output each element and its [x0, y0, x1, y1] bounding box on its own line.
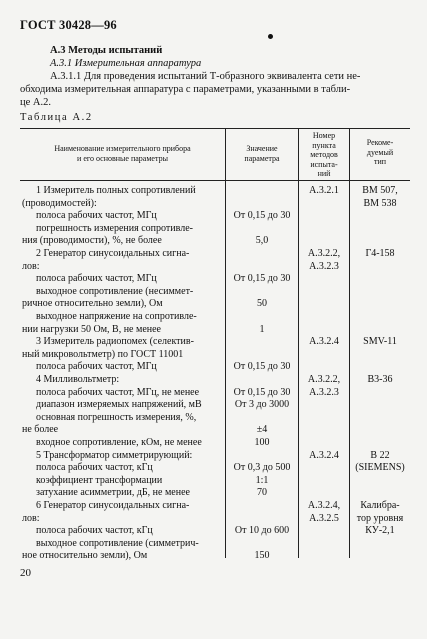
cell-parameter-name: 1 Измеритель полных сопротивлений [36, 185, 196, 196]
cell-test-clause: А.3.2.5 [309, 512, 339, 524]
cell-parameter-value: ±4 [256, 424, 268, 436]
cell-parameter-value: 70 [257, 487, 267, 499]
cell-parameter-name: 5 Трансформатор симметрирующий: [36, 449, 193, 461]
cell-recommended-type: В 22 [370, 449, 390, 461]
cell-parameter-name: (проводимостей): [22, 197, 97, 209]
cell-parameter-name: ричное относительно земли), Ом [22, 298, 163, 310]
cell-recommended-type: SMV-11 [363, 336, 397, 348]
cell-test-clause: А.3.2.3 [309, 386, 339, 398]
cell-recommended-type: КУ-2,1 [365, 525, 395, 537]
cell-recommended-type: В3-36 [367, 374, 393, 385]
cell-parameter-name: не более [22, 424, 59, 436]
cell-test-clause: А.3.2.4 [309, 449, 339, 461]
cell-parameter-name: полоса рабочих частот, кГц [36, 525, 153, 537]
cell-parameter-value: От 10 до 600 [234, 525, 290, 537]
paragraph-line-1: А.3.1.1 Для проведения испытаний Т-образного эквивалента сети не- [50, 71, 361, 82]
cell-parameter-name: 4 Милливольтметр: [36, 374, 120, 385]
header-col-value: Значение параметра [244, 144, 280, 163]
cell-parameter-name: входное сопротивление, кОм, не менее [36, 437, 202, 448]
page-header: ГОСТ 30428—96 [20, 18, 117, 32]
cell-parameter-name: 2 Генератор синусоидальных сигна- [36, 248, 190, 259]
table-caption: Таблица А.2 [20, 112, 93, 123]
cell-parameter-name: лов: [22, 260, 40, 272]
cell-parameter-value: 1 [259, 323, 265, 335]
cell-recommended-type: ВМ 538 [363, 197, 397, 209]
paragraph-line-3: це А.2. [20, 97, 51, 108]
cell-parameter-value: От 0,15 до 30 [233, 210, 291, 222]
cell-parameter-name: полоса рабочих частот, МГц, не менее [36, 386, 200, 398]
paragraph-line-2: обходима измерительная аппаратура с параметрами, указанными в табли- [20, 84, 351, 95]
page-mark [268, 34, 273, 39]
cell-parameter-value: От 0,3 до 500 [233, 462, 291, 474]
cell-test-clause: А.3.2.2, [307, 248, 341, 259]
cell-recommended-type: ВМ 507, [362, 185, 398, 196]
cell-parameter-value: 5,0 [255, 235, 269, 247]
cell-parameter-name: выходное сопротивление (симметрич- [36, 537, 199, 549]
cell-parameter-name: ное относительно земли), Ом [22, 550, 148, 562]
cell-test-clause: А.3.2.4 [309, 336, 339, 348]
header-col-clause: Номер пункта методов испыта- ний [310, 131, 338, 178]
cell-parameter-value: 50 [257, 298, 267, 310]
subsection-title: А.3.1 Измерительная аппаратура [50, 58, 202, 69]
cell-parameter-name: выходное напряжение на сопротивле- [36, 311, 197, 322]
cell-parameter-name: полоса рабочих частот, кГц [36, 462, 153, 474]
cell-parameter-name: коэффициент трансформации [36, 474, 163, 486]
cell-parameter-value: 100 [254, 437, 270, 448]
cell-parameter-name: погрешность измерения сопротивле- [36, 222, 193, 234]
cell-parameter-value: От 0,15 до 30 [233, 386, 291, 398]
cell-parameter-value: 1:1 [255, 474, 269, 486]
cell-parameter-name: затухание асимметрии, дБ, не менее [36, 487, 190, 499]
cell-parameter-name: полоса рабочих частот, МГц [36, 361, 157, 373]
cell-parameter-name: нии нагрузки 50 Ом, В, не менее [22, 323, 161, 335]
cell-parameter-value: 150 [254, 550, 270, 562]
cell-parameter-name: ния (проводимости), %, не более [22, 235, 162, 247]
table-header-rule [20, 180, 410, 181]
cell-parameter-value: От 3 до 3000 [234, 399, 290, 411]
cell-recommended-type: Г4-158 [365, 248, 395, 259]
cell-test-clause: А.3.2.4, [307, 500, 341, 511]
cell-recommended-type: тор уровня [356, 512, 404, 524]
cell-test-clause: А.3.2.2, [307, 374, 341, 385]
cell-parameter-name: 3 Измеритель радиопомех (селектив- [36, 336, 194, 348]
table-top-rule [20, 128, 410, 129]
cell-test-clause: А.3.2.3 [309, 260, 339, 272]
cell-parameter-name: выходное сопротивление (несиммет- [36, 285, 194, 297]
cell-recommended-type: (SIEMENS) [355, 462, 405, 474]
cell-parameter-name: основная погрешность измерения, %, [36, 411, 197, 423]
cell-parameter-name: диапазон измеряемых напряжений, мВ [36, 399, 202, 411]
cell-parameter-name: полоса рабочих частот, МГц [36, 273, 157, 285]
header-col-name: Наименование измерительного прибора и его основные параметры [54, 144, 191, 163]
cell-recommended-type: Калибра- [360, 500, 400, 511]
cell-parameter-value: От 0,15 до 30 [233, 273, 291, 285]
cell-parameter-name: ный микровольтметр) по ГОСТ 11001 [22, 348, 184, 360]
section-title: А.3 Методы испытаний [50, 45, 163, 56]
cell-parameter-value: От 0,15 до 30 [233, 361, 291, 373]
table-a2 [20, 128, 410, 562]
cell-parameter-name: лов: [22, 512, 40, 524]
page-number: 20 [20, 567, 31, 579]
header-col-type: Рекоме- дуемый тип [366, 138, 394, 166]
cell-test-clause: А.3.2.1 [309, 185, 339, 196]
cell-parameter-name: полоса рабочих частот, МГц [36, 210, 157, 222]
cell-parameter-name: 6 Генератор синусоидальных сигна- [36, 500, 190, 511]
